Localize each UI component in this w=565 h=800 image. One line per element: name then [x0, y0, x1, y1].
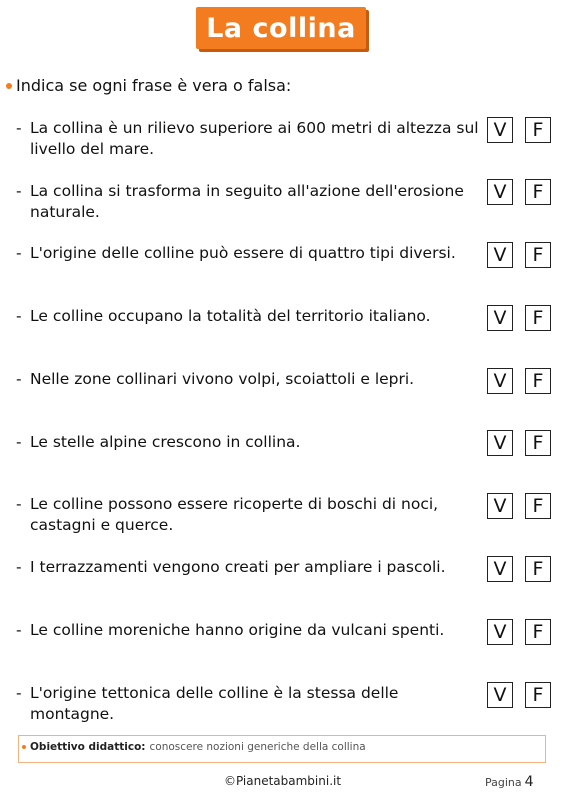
question-1: - La collina è un rilievo superiore ai 600 metri di altezza sul livello del mare.: [16, 118, 486, 160]
false-box-7[interactable]: F: [525, 493, 551, 519]
false-box-5[interactable]: F: [525, 368, 551, 394]
false-box-4[interactable]: F: [525, 305, 551, 331]
question-2: - La collina si trasforma in seguito all'azione dell'erosione naturale.: [16, 181, 486, 223]
true-box-1[interactable]: V: [487, 117, 513, 143]
instruction: [6, 76, 291, 95]
objective-label: Obiettivo didattico:: [30, 741, 146, 753]
question-text: Le colline occupano la totalità del territorio italiano.: [30, 307, 431, 325]
question-9: - Le colline moreniche hanno origine da vulcani spenti.: [16, 620, 486, 641]
true-box-7[interactable]: V: [487, 493, 513, 519]
question-text: La collina si trasforma in seguito all'azione dell'erosione naturale.: [30, 182, 464, 221]
question-text: L'origine delle colline può essere di quattro tipi diversi.: [30, 244, 456, 262]
question-5: - Nelle zone collinari vivono volpi, scoiattoli e lepri.: [16, 369, 486, 390]
objective-text: conoscere nozioni generiche della collina: [149, 741, 366, 753]
page-indicator: [485, 774, 534, 790]
question-8: - I terrazzamenti vengono creati per ampliare i pascoli.: [16, 557, 486, 578]
true-box-8[interactable]: V: [487, 556, 513, 582]
true-box-6[interactable]: V: [487, 430, 513, 456]
false-box-9[interactable]: F: [525, 619, 551, 645]
bullet-icon: [6, 83, 12, 89]
false-box-3[interactable]: F: [525, 242, 551, 268]
question-text: La collina è un rilievo superiore ai 600 metri di altezza sul livello del mare.: [30, 119, 479, 158]
question-text: Le colline possono essere ricoperte di boschi di noci, castagni e querce.: [30, 495, 439, 534]
question-text: Le stelle alpine crescono in collina.: [30, 433, 301, 451]
title-banner: [196, 7, 366, 49]
question-text: L'origine tettonica delle colline è la stessa delle montagne.: [30, 684, 399, 723]
site-credit: ©Pianetabambini.it: [223, 774, 342, 788]
false-box-10[interactable]: F: [525, 682, 551, 708]
page-number: 4: [524, 774, 534, 790]
true-box-10[interactable]: V: [487, 682, 513, 708]
true-box-2[interactable]: V: [487, 179, 513, 205]
question-7: - Le colline possono essere ricoperte di boschi di noci, castagni e querce.: [16, 494, 486, 536]
true-box-5[interactable]: V: [487, 368, 513, 394]
false-box-2[interactable]: F: [525, 179, 551, 205]
question-4: - Le colline occupano la totalità del territorio italiano.: [16, 306, 486, 327]
true-box-9[interactable]: V: [487, 619, 513, 645]
objective: [22, 741, 366, 753]
question-text: Le colline moreniche hanno origine da vulcani spenti.: [30, 621, 445, 639]
page-label: Pagina: [485, 776, 522, 789]
true-box-3[interactable]: V: [487, 242, 513, 268]
page-title: La collina: [206, 12, 356, 44]
question-3: - L'origine delle colline può essere di quattro tipi diversi.: [16, 243, 486, 264]
question-text: Nelle zone collinari vivono volpi, scoiattoli e lepri.: [30, 370, 415, 388]
false-box-8[interactable]: F: [525, 556, 551, 582]
true-box-4[interactable]: V: [487, 305, 513, 331]
false-box-1[interactable]: F: [525, 117, 551, 143]
question-text: I terrazzamenti vengono creati per ampliare i pascoli.: [30, 558, 446, 576]
question-10: - L'origine tettonica delle colline è la stessa delle montagne.: [16, 683, 486, 725]
false-box-6[interactable]: F: [525, 430, 551, 456]
question-6: - Le stelle alpine crescono in collina.: [16, 432, 486, 453]
bullet-icon: [22, 745, 26, 749]
instruction-text: Indica se ogni frase è vera o falsa:: [16, 76, 292, 95]
